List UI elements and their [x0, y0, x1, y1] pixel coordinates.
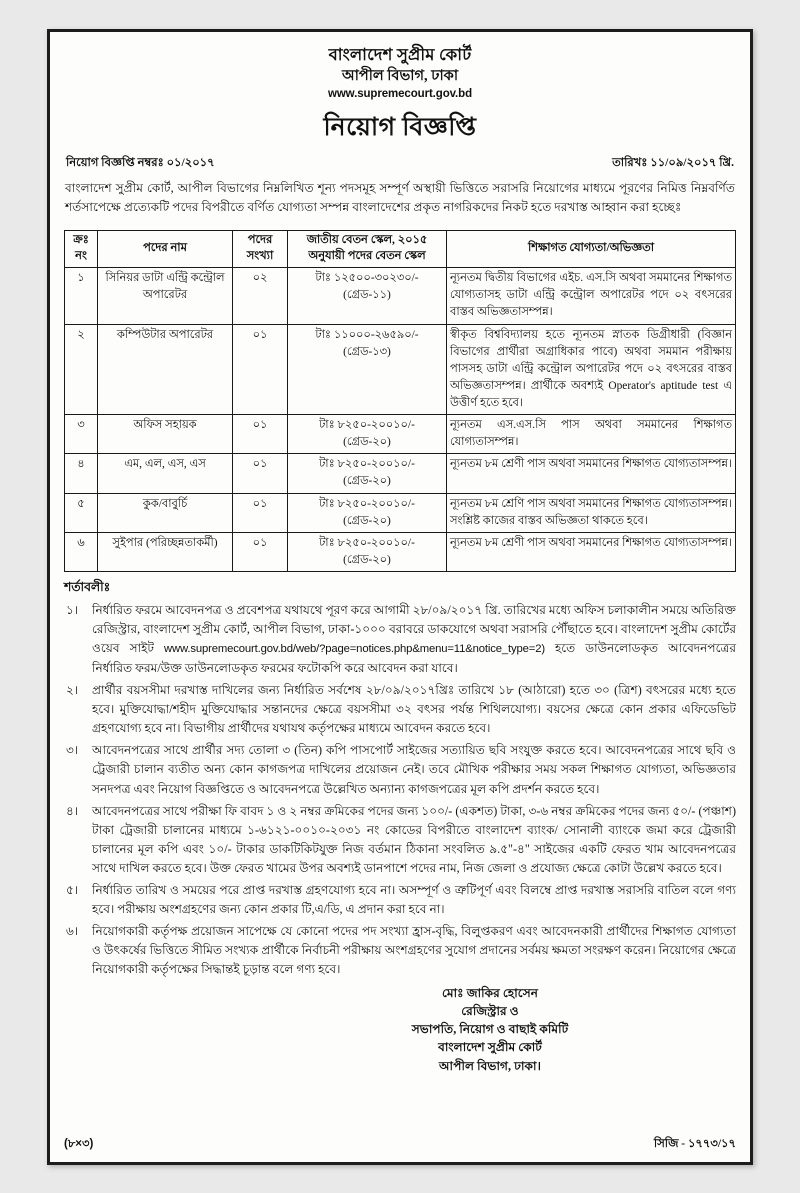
pay-grade: (গ্রেড-২০) [343, 514, 391, 527]
pay-range: টাঃ ৮২৫০-২০০১০/- [319, 536, 415, 549]
signatory-title-2: সভাপতি, নিয়োগ ও বাছাই কমিটি [411, 1022, 569, 1037]
circular-number: নিয়োগ বিজ্ঞপ্তি নম্বরঃ ০১/২০১৭ [66, 156, 215, 169]
posts-table-body [65, 268, 736, 572]
cell-pay-scale [288, 454, 447, 493]
cell-post-name: সিনিয়র ডাটা এন্ট্রি কন্ট্রোল অপারেটর [98, 268, 233, 324]
condition-number: ১। [66, 602, 79, 617]
pay-grade: (গ্রেড-২০) [343, 436, 391, 449]
masthead [64, 44, 736, 150]
condition-text: নিয়োগকারী কর্তৃপক্ষ প্রয়োজন সাপেক্ষে যে কোনো পদের পদ সংখ্যা হ্রাস-বৃদ্ধি, বিলুপ্তকরণ এবং আবেদনকারী প্রার্থীদের শিক্ষাগত যোগ্যতা ও উৎকর্ষের ভিত্তিতে সীমিত সংখ্যক প্রার্থীকে নির্বাচনী পরীক্ষায় অংশগ্রহণের সুযোগ প্রদানের সর্বময় ক্ষমতা সংরক্ষণ করেন। নিয়োগের ক্ষেত্রে নিয়োগকারী কর্তৃপক্ষের সিদ্ধান্তই চূড়ান্ত বলে গণ্য হবে। [92, 924, 736, 977]
cell-post-name: কুক/বাবুর্চি [98, 493, 233, 532]
condition-text: নির্ধারিত তারিখ ও সময়ের পরে প্রাপ্ত দরখাস্ত গ্রহণযোগ্য হবে না। অসম্পূর্ণ ও ত্রুটিপূর্ণ এবং বিলম্বে প্রাপ্ত দরখাস্ত সরাসরি বাতিল বলে গণ্য হবে। পরীক্ষায় অংশগ্রহণের জন্য কোন প্রকার টি,এ/ডি, এ প্রদান করা হবে না। [92, 883, 736, 917]
cell-post-name: সুইপার (পরিচ্ছন্নতাকর্মী) [98, 532, 233, 571]
list-item [64, 601, 736, 678]
condition-number: ৩। [66, 743, 79, 758]
cell-sl: ৩ [65, 415, 98, 454]
pay-grade: (গ্রেড-১৩) [343, 345, 391, 358]
cell-pay-scale [288, 268, 447, 324]
condition-text: আবেদনপত্রের সাথে পরীক্ষা ফি বাবদ ১ ও ২ নম্বর ক্রমিকের পদের জন্য ১০০/- (একশত) টাকা, ৩-৬ নম্বর ক্রমিকের পদের জন্য ৫০/- (পঞ্চাশ) টাকা ট্রেজারী চালানের মাধ্যমে ১-৬১২১-০০১০-২০৩১ নং কোডের বিপরীতে বাংলাদেশ ব্যাংক/ সোনালী ব্যাংকে জমা করে ট্রেজারী চালানের মূল কপি এবং ১০/- টাকার ডাকটিকিটযুক্ত নিজ বর্তমান ঠিকানা সংবলিত ৯.৫"-৪" সাইজের একটি ফেরত খাম আবেদনপত্রের সাথে দাখিল করতে হবে। উক্ত ফেরত খামের উপর অবশ্যই ডানপাশে পদের নাম, নিজ জেলা ও প্রযোজ্য ক্ষেত্রে কোটা উল্লেখ করতে হবে। [92, 803, 736, 875]
column-header-sl: ক্রঃ নং [65, 231, 98, 268]
signature-block [64, 984, 736, 1075]
page-inner [50, 32, 750, 1162]
posts-table [64, 230, 736, 572]
cell-sl: ২ [65, 324, 98, 415]
cell-post-count: ০১ [233, 454, 288, 493]
cell-sl: ৫ [65, 493, 98, 532]
cell-sl: ৬ [65, 532, 98, 571]
column-header-post-name: পদের নাম [98, 231, 233, 268]
conditions-list [64, 601, 736, 980]
table-row [65, 454, 736, 493]
pay-range: টাঃ ৮২৫০-২০০১০/- [319, 419, 415, 432]
reference-row [64, 154, 736, 173]
list-item [64, 922, 736, 979]
posts-table-head [65, 231, 736, 268]
signatory-name: মোঃ জাকির হোসেন [441, 985, 539, 1000]
table-row [65, 268, 736, 324]
pay-range: টাঃ ৮২৫০-২০০১০/- [319, 497, 415, 510]
cell-qualification: ন্যূনতম ৮ম শ্রেণী পাস অথবা সমমানের শিক্ষাগত যোগ্যতাসম্পন্ন। [447, 454, 736, 493]
notice-page [47, 29, 753, 1165]
list-item [64, 881, 736, 919]
condition-text: আবেদনপত্রের সাথে প্রার্থীর সদ্য তোলা ৩ (তিন) কপি পাসপোর্ট সাইজের সত্যায়িত ছবি সংযুক্ত করতে হবে। আবেদনপত্রের সাথে ছবি ও ট্রেজারী চালান ব্যতীত অন্য কোন কাগজপত্র দাখিলের প্রয়োজন নেই। তবে মৌখিক পরীক্ষার সময় সকল শিক্ষাগত যোগ্যতা, অভিজ্ঞতার সনদপত্র এবং নিয়োগ বিজ্ঞপ্তিতে ও আবেদনপত্রে উল্লেখিত অন্যান্য কাগজপত্রের মূল কপি প্রদর্শন করতে হবে। [92, 743, 736, 796]
cell-qualification: ন্যূনতম এস.এস.সি পাস অথবা সমমানের শিক্ষাগত যোগ্যতাসম্পন্ন। [447, 415, 736, 454]
table-row [65, 415, 736, 454]
condition-number: ৬। [66, 924, 79, 939]
cell-pay-scale [288, 532, 447, 571]
cell-post-count: ০২ [233, 268, 288, 324]
cell-qualification: ন্যূনতম ৮ম শ্রেণি পাস অথবা সমমানের শিক্ষাগত যোগ্যতাসম্পন্ন। সংশ্লিষ্ট কাজের বাস্তব অভিজ্ঞতা থাকতে হবে। [447, 493, 736, 532]
cell-qualification: স্বীকৃত বিশ্ববিদ্যালয় হতে ন্যূনতম স্নাতক ডিগ্রীধারী (বিজ্ঞান বিভাগের প্রার্থীরা অগ্রাধিকার পাবে) অথবা সমমান পরীক্ষায় পাসসহ ডাটা এন্ট্রি কন্ট্রোল অপারেটর পদে ০২ বৎসরের বাস্তব অভিজ্ঞতাসম্পন্ন। প্রার্থীকে অবশ্যই Operator's aptitude test এ উত্তীর্ণ হতে হবে। [447, 324, 736, 415]
cell-pay-scale [288, 493, 447, 532]
cell-qualification: ন্যূনতম দ্বিতীয় বিভাগের এইচ. এস.সি অথবা সমমানের শিক্ষাগত যোগ্যতাসহ ডাটা এন্ট্রি কন্ট্রোল অপারেটর পদে ০২ বৎসরের বাস্তব অভিজ্ঞতাসম্পন্ন। [447, 268, 736, 324]
signatory-title-1: রেজিস্ট্রার ও [461, 1003, 519, 1018]
cell-post-name: কম্পিউটার অপারেটর [98, 324, 233, 415]
table-row [65, 493, 736, 532]
cell-post-name: এম, এল, এস, এস [98, 454, 233, 493]
circular-date: তারিখঃ ১১/০৯/২০১৭ খ্রি. [612, 156, 734, 169]
cell-post-count: ০১ [233, 415, 288, 454]
condition-text-part2: হতে ডাউনলোডকৃত আবেদনপত্রের নির্ধারিত ফরম/উক্ত ডাউনলোডকৃত ফরমের ফটোকপি করে আবেদন করা যাবে। [92, 641, 736, 675]
pay-grade: (গ্রেড-২০) [343, 553, 391, 566]
column-header-qualification: শিক্ষাগত যোগ্যতা/অভিজ্ঞতা [447, 231, 736, 268]
pay-grade: (গ্রেড-১১) [343, 289, 391, 302]
cell-qualification: ন্যূনতম ৮ম শ্রেণী পাস অথবা সমমানের শিক্ষাগত যোগ্যতাসম্পন্ন। [447, 532, 736, 571]
cell-post-count: ০১ [233, 493, 288, 532]
cell-post-count: ০১ [233, 324, 288, 415]
list-item [64, 741, 736, 798]
list-item [64, 802, 736, 878]
organization-name: বাংলাদেশ সুপ্রীম কোর্ট [328, 45, 472, 64]
intro-paragraph: বাংলাদেশ সুপ্রীম কোর্ট, আপীল বিভাগের নিম্নলিখিত শূন্য পদসমূহ সম্পূর্ণ অস্থায়ী ভিত্তিতে সরাসরি নিয়োগের মাধ্যমে পূরণের নিমিত্ত নিম্নবর্ণিত শর্তসাপেক্ষে প্রত্যেকটি পদের বিপরীতে বর্ণিত যোগ্যতা সম্পন্ন বাংলাদেশের প্রকৃত নাগরিকদের নিকট হতে দরখাস্ত আহ্বান করা হচ্ছেঃ [65, 180, 735, 215]
cell-sl: ৪ [65, 454, 98, 493]
cell-post-name: অফিস সহায়ক [98, 415, 233, 454]
condition-text [92, 601, 736, 678]
condition-number: ৫। [66, 883, 79, 898]
pay-grade: (গ্রেড-২০) [343, 475, 391, 488]
cell-sl: ১ [65, 268, 98, 324]
list-item [64, 681, 736, 738]
organization-division: আপীল বিভাগ, ঢাকা [341, 68, 459, 85]
cell-pay-scale [288, 324, 447, 415]
conditions-heading: শর্তাবলীঃ [64, 579, 111, 594]
column-header-pay-scale: জাতীয় বেতন স্কেল, ২০১৫ অনুযায়ী পদের বেতন স্কেল [288, 231, 447, 268]
condition-number: ৪। [66, 803, 79, 818]
page-title: নিয়োগ বিজ্ঞপ্তি [323, 113, 477, 141]
condition-text-part1: নির্ধারিত ফরমে আবেদনপত্র ও প্রবেশপত্র যথাযথে পূরণ করে আগামী ২৮/০৯/২০১৭ খ্রি. তারিখের মধ্যে অফিস চলাকালীন সময়ে অতিরিক্ত রেজিস্ট্রার, বাংলাদেশ সুপ্রীম কোর্ট, আপীল বিভাগ, ঢাকা-১০০০ বরাবরে ডাকযোগে অথবা সরাসরি পৌঁছাতে হবে। বাংলাদেশ সুপ্রীম কোর্টের ওয়েব সাইট [92, 602, 736, 656]
signatory-org: বাংলাদেশ সুপ্রীম কোর্ট [438, 1040, 542, 1055]
footer-size-code: (৮×৩) [64, 1138, 94, 1150]
table-row [65, 532, 736, 571]
condition-number: ২। [66, 683, 79, 698]
pay-range: টাঃ ৮২৫০-২০০১০/- [319, 458, 415, 471]
organization-website: www.supremecourt.gov.bd [327, 87, 473, 100]
pay-range: টাঃ ১২৫০০-৩০২৩০/- [315, 272, 419, 285]
table-row [65, 324, 736, 415]
table-header-row [65, 231, 736, 268]
cell-pay-scale [288, 415, 447, 454]
cell-post-count: ০১ [233, 532, 288, 571]
page-footer [64, 1135, 736, 1154]
column-header-post-count: পদের সংখ্যা [233, 231, 288, 268]
application-form-url: www.supremecourt.gov.bd/web/?page=notices.php&menu=11&notice_type=2) [164, 643, 545, 656]
footer-ref-code: সিজি - ১৭৭৩/১৭ [653, 1138, 736, 1150]
pay-range: টাঃ ১১০০০-২৬৫৯০/- [315, 328, 419, 341]
signatory-division: আপীল বিভাগ, ঢাকা। [439, 1058, 541, 1073]
condition-text: প্রার্থীর বয়সসীমা দরখাস্ত দাখিলের জন্য নির্ধারিত সর্বশেষ ২৮/০৯/২০১৭খ্রিঃ তারিখে ১৮ (আঠারো) হতে ৩০ (ত্রিশ) বৎসরের মধ্যে হতে হবে। মুক্তিযোদ্ধা/শহীদ মুক্তিযোদ্ধার সন্তানদের ক্ষেত্রে বয়সসীমা ৩২ বৎসর পর্যন্ত শিথিলযোগ্য। বয়সের ক্ষেত্রে কোন প্রকার এফিডেভিট গ্রহণযোগ্য হবে না। বিভাগীয় প্রার্থীদের যথাযথ কর্তৃপক্ষের মাধ্যমে আবেদন করতে হবে। [92, 683, 736, 736]
